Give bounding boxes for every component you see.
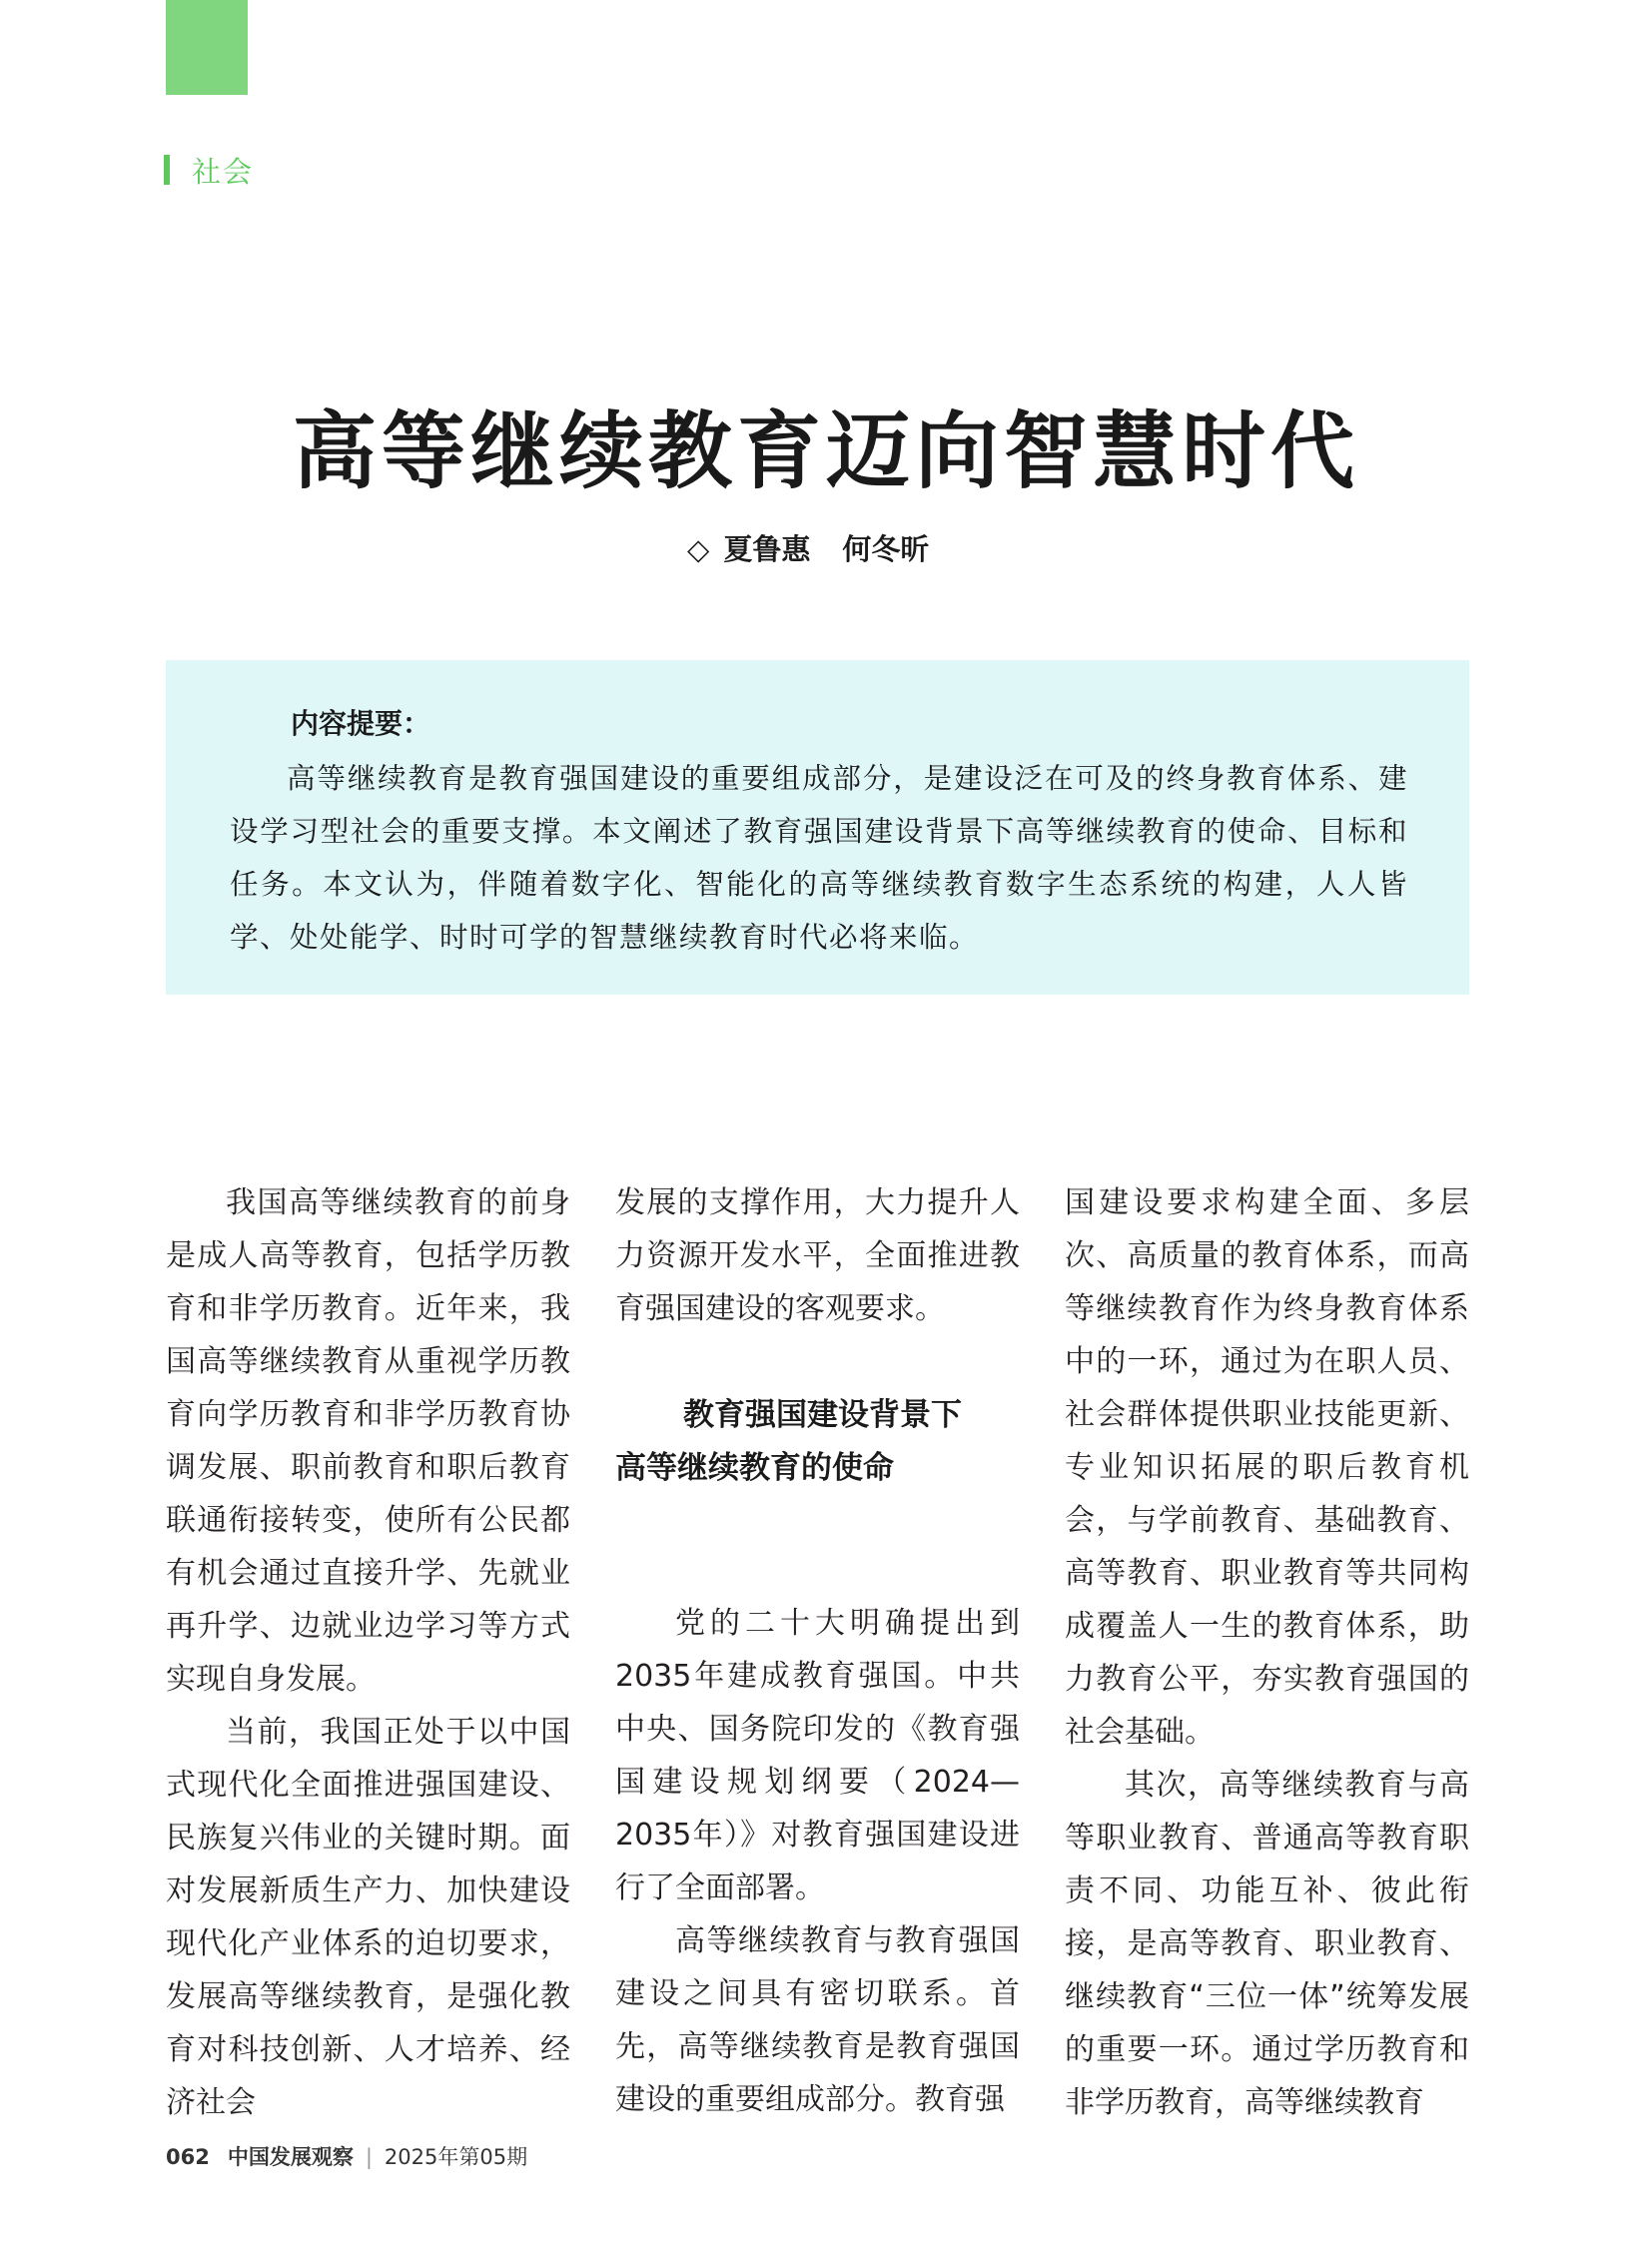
paragraph: 国建设要求构建全面、多层次、高质量的教育体系，而高等继续教育作为终身教育体系中的一环，通过为在职人员、社会群体提供职业技能更新、专业知识拓展的职后教育机会，与学前教育、基础教育、高等教育、职业教育等共同构成覆盖人一生的教育体系，助力教育公平，夯实教育强国的社会基础。 [1065, 1185, 1469, 1750]
magazine-name: 中国发展观察 [227, 2145, 354, 2169]
section-label: 社会 [192, 154, 255, 189]
paragraph: 党的二十大明确提出到2035年建成教育强国。中共中央、国务院印发的《教育强国建设规划纲要（2024—2035年）》对教育强国建设进行了全面部署。 [615, 1606, 1020, 1905]
heading-line: 教育强国建设背景下 [683, 1397, 962, 1433]
green-corner-tab [166, 0, 248, 95]
section-bar [164, 155, 170, 185]
authors [687, 527, 929, 568]
abstract-box [166, 660, 1469, 995]
heading-line: 高等继续教育的使命 [615, 1450, 894, 1486]
body-column-3 [1065, 1176, 1469, 2129]
paragraph: 我国高等继续教育的前身是成人高等教育，包括学历教育和非学历教育。近年来，我国高等继续教育从重视学历教育向学历教育和非学历教育协调发展、职前教育和职后教育联通衔接转变，使所有公民都有机会通过直接升学、先就业再升学、边就业边学习等方式实现自身发展。 [166, 1185, 570, 1697]
page-number: 062 [166, 2145, 210, 2169]
issue-label: 2025年第05期 [384, 2145, 528, 2169]
diamond-icon: ◇ [687, 532, 710, 566]
paragraph: 高等继续教育与教育强国建设之间具有密切联系。首先，高等继续教育是教育强国建设的重要组成部分。教育强 [615, 1923, 1020, 2117]
author-name: 何冬昕 [842, 532, 930, 566]
section-tag [164, 150, 254, 190]
abstract-text: 高等继续教育是教育强国建设的重要组成部分，是建设泛在可及的终身教育体系、建设学习型社会的重要支撑。本文阐述了教育强国建设背景下高等继续教育的使命、目标和任务。本文认为，伴随着数字化、智能化的高等继续教育数字生态系统的构建，人人皆学、处处能学、时时可学的智慧继续教育时代必将来临。 [230, 762, 1408, 954]
paragraph: 其次，高等继续教育与高等职业教育、普通高等教育职责不同、功能互补、彼此衔接，是高等教育、职业教育、继续教育“三位一体”统筹发展的重要一环。通过学历教育和非学历教育，高等继续教育 [1065, 1768, 1469, 2120]
paragraph: 当前，我国正处于以中国式现代化全面推进强国建设、民族复兴伟业的关键时期。面对发展新质生产力、加快建设现代化产业体系的迫切要求，发展高等继续教育，是强化教育对科技创新、人才培养、经济社会 [166, 1715, 570, 2120]
page-footer [166, 2141, 527, 2171]
abstract-label: 内容提要： [291, 707, 431, 740]
body-column-2 [615, 1176, 1020, 2126]
body-column-1 [166, 1176, 570, 2129]
article-title: 高等继续教育迈向智慧时代 [292, 401, 1359, 500]
footer-separator: | [365, 2145, 373, 2169]
author-name: 夏鲁惠 [723, 532, 811, 566]
section-heading [615, 1389, 1020, 1495]
paragraph: 发展的支撑作用，大力提升人力资源开发水平，全面推进教育强国建设的客观要求。 [615, 1185, 1020, 1326]
